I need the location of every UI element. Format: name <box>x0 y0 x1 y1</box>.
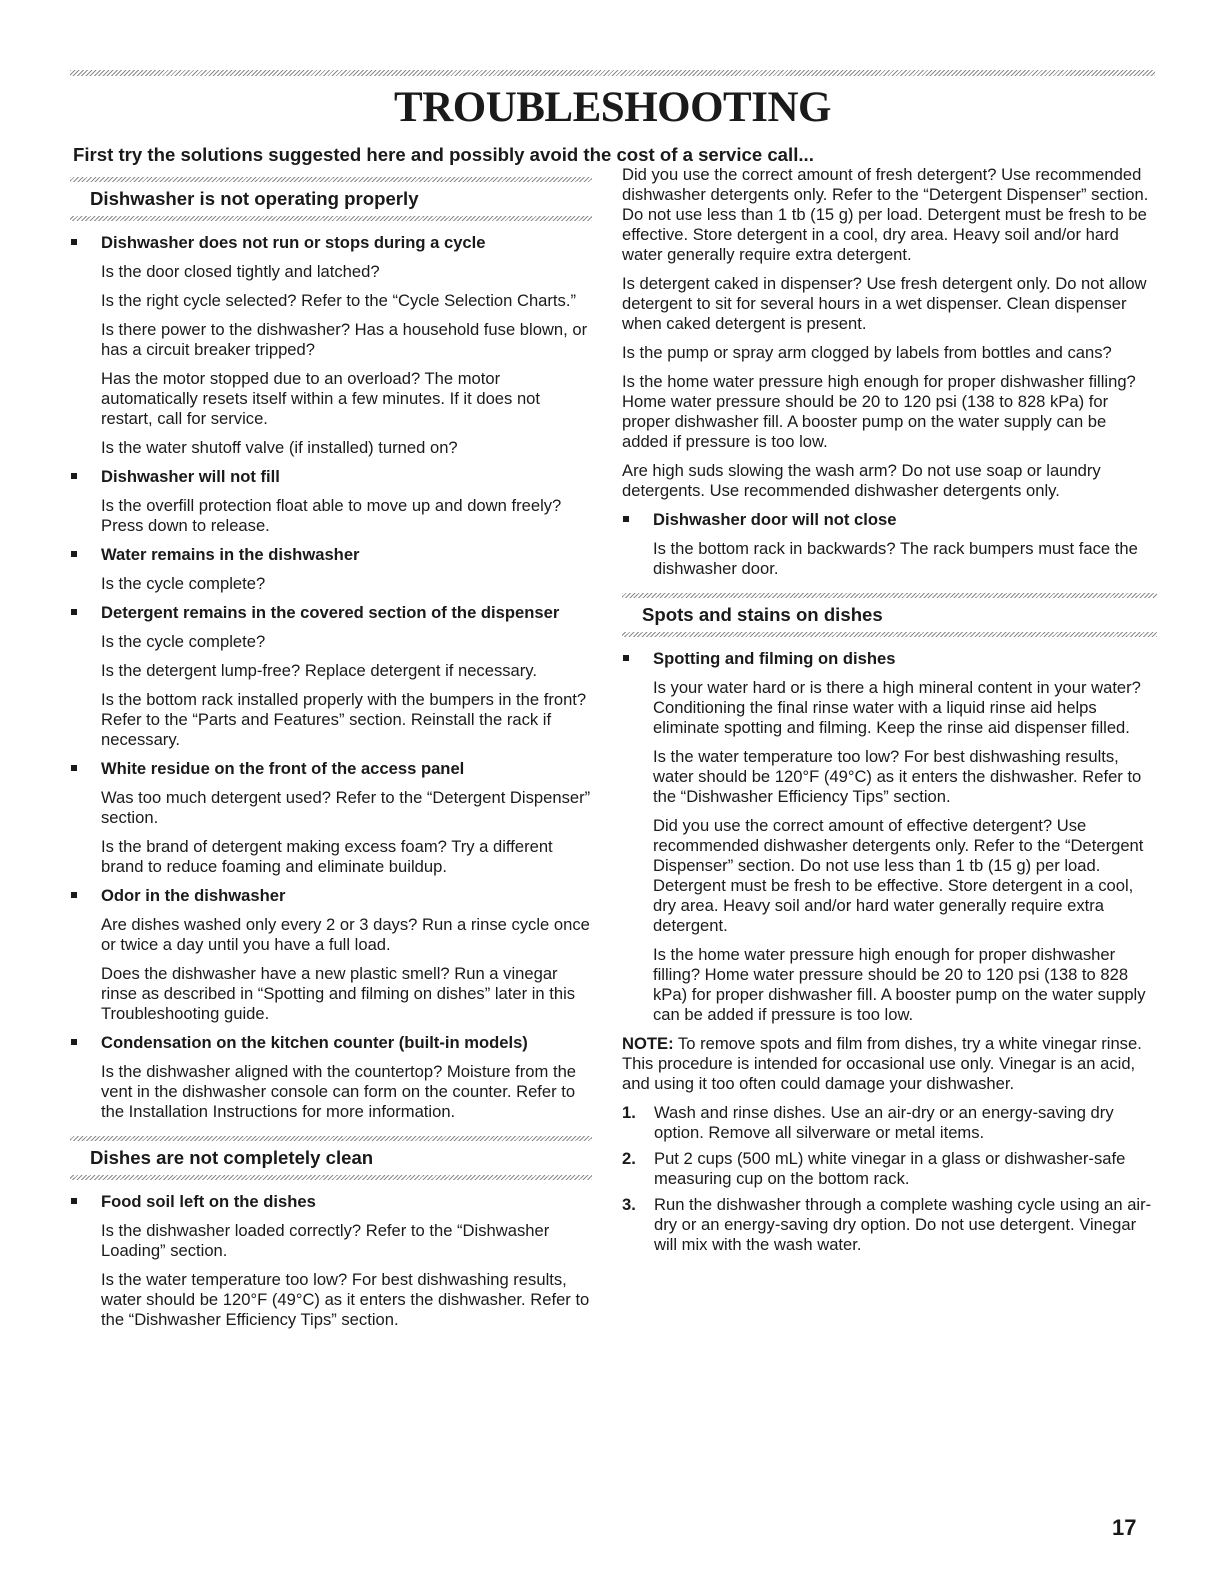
solution-text: Is there power to the dishwasher? Has a household fuse blown, or has a circuit breaker tripped? <box>101 320 588 359</box>
problem-item <box>70 603 592 750</box>
step-number: 3. <box>622 1195 636 1214</box>
solution-text: Does the dishwasher have a new plastic smell? Run a vinegar rinse as described in “Spotting and filming on dishes” later in this Troubleshooting guide. <box>101 964 576 1023</box>
problem-item <box>70 1033 592 1122</box>
bullet-icon <box>71 239 77 245</box>
solution-text: Is the detergent lump-free? Replace detergent if necessary. <box>101 661 537 680</box>
solution-text: Is detergent caked in dispenser? Use fresh detergent only. Do not allow detergent to sit for several hours in a wet dispenser. Clean dispenser when caked detergent is present. <box>622 274 1147 333</box>
intro-text: First try the solutions suggested here and possibly avoid the cost of a service call... <box>73 144 814 165</box>
bullet-icon <box>71 1039 77 1045</box>
solution-text: Are high suds slowing the wash arm? Do not use soap or laundry detergents. Use recommended dishwasher detergents only. <box>622 461 1101 500</box>
problem-item <box>622 510 1157 579</box>
page-number: 17 <box>1112 1515 1137 1540</box>
step-number: 1. <box>622 1103 636 1122</box>
section-header-spots: Spots and stains on dishes <box>642 604 883 625</box>
solution-text: Is the home water pressure high enough for proper dishwasher filling? Home water pressure should be 20 to 120 psi (138 to 828 kPa) for proper dishwasher fill. A booster pump on the water supply can be added if pressure is too low. <box>653 945 1146 1024</box>
problem-item <box>70 1192 592 1330</box>
step-text: Run the dishwasher through a complete washing cycle using an air-dry or an energy-saving dry option. Do not use detergent. Vinegar will mix with the wash water. <box>654 1195 1152 1254</box>
note-text: To remove spots and film from dishes, try a white vinegar rinse. This procedure is intended for occasional use only. Vinegar is an acid, and using it too often could damage your dishwasher. <box>622 1034 1142 1093</box>
note-label: NOTE: <box>622 1034 674 1053</box>
bullet-icon <box>71 551 77 557</box>
problem-title: Detergent remains in the covered section of the dispenser <box>101 603 560 622</box>
top-decorative-rule <box>70 70 1155 76</box>
problem-title: Dishwasher will not fill <box>101 467 280 486</box>
solution-text: Is the dishwasher loaded correctly? Refer to the “Dishwasher Loading” section. <box>101 1221 550 1260</box>
solution-text: Has the motor stopped due to an overload? The motor automatically resets itself within a few minutes. If it does not restart, call for service. <box>101 369 541 428</box>
solution-text: Is your water hard or is there a high mineral content in your water? Conditioning the final rinse water with a liquid rinse aid helps eliminate spotting and filming. Keep the rinse aid dispenser filled. <box>653 678 1141 737</box>
solution-text: Is the door closed tightly and latched? <box>101 262 380 281</box>
solution-text: Is the home water pressure high enough for proper dishwasher filling? Home water pressure should be 20 to 120 psi (138 to 828 kPa) for proper dishwasher fill. A booster pump on the water supply can be added if pressure is too low. <box>622 372 1136 451</box>
vinegar-rinse-steps <box>622 1103 1157 1255</box>
bullet-icon <box>71 892 77 898</box>
solution-text: Was too much detergent used? Refer to the “Detergent Dispenser” section. <box>101 788 591 827</box>
problem-item <box>622 649 1157 1025</box>
problem-title: Dishwasher door will not close <box>653 510 897 529</box>
bullet-icon <box>71 609 77 615</box>
problem-title: Food soil left on the dishes <box>101 1192 316 1211</box>
solution-text: Did you use the correct amount of fresh detergent? Use recommended dishwasher detergents only. Refer to the “Detergent Dispenser” section. Do not use less than 1 tb (15 g) per load. Detergent must be fresh to be effective. Store detergent in a cool, dry area. Heavy soil and/or hard water generally require extra detergent. <box>622 165 1149 264</box>
problem-title: Water remains in the dishwasher <box>101 545 360 564</box>
solution-text: Did you use the correct amount of effective detergent? Use recommended dishwasher detergents only. Refer to the “Detergent Dispenser” section. Do not use less than 1 tb (15 g) per load. Detergent must be fresh to be effective. Store detergent in a cool, dry area. Heavy soil and/or hard water generally require extra detergent. <box>653 816 1144 935</box>
step-item <box>622 1149 1157 1189</box>
problem-item <box>70 886 592 1024</box>
step-number: 2. <box>622 1149 636 1168</box>
step-item <box>622 1195 1157 1255</box>
step-text: Wash and rinse dishes. Use an air-dry or an energy-saving dry option. Remove all silverware or metal items. <box>654 1103 1114 1142</box>
bullet-icon <box>71 473 77 479</box>
right-column <box>622 165 1157 1261</box>
solution-text: Is the water temperature too low? For best dishwashing results, water should be 120°F (49°C) as it enters the dishwasher. Refer to the “Dishwasher Efficiency Tips” section. <box>653 747 1142 806</box>
solution-text: Is the brand of detergent making excess foam? Try a different brand to reduce foaming and eliminate buildup. <box>101 837 553 876</box>
left-column <box>70 165 592 1339</box>
problem-item <box>70 467 592 536</box>
section-header-not-clean: Dishes are not completely clean <box>90 1147 374 1168</box>
problem-title: Spotting and filming on dishes <box>653 649 896 668</box>
section-header-not-operating: Dishwasher is not operating properly <box>90 188 419 209</box>
problem-title: Dishwasher does not run or stops during a cycle <box>101 233 486 252</box>
bullet-icon <box>71 765 77 771</box>
bullet-icon <box>623 516 629 522</box>
note-paragraph <box>622 1034 1157 1094</box>
problem-title: Odor in the dishwasher <box>101 886 286 905</box>
problem-item <box>70 233 592 458</box>
solution-text: Is the bottom rack in backwards? The rack bumpers must face the dishwasher door. <box>653 539 1138 578</box>
solution-text: Is the cycle complete? <box>101 632 266 651</box>
problem-title: Condensation on the kitchen counter (built-in models) <box>101 1033 528 1052</box>
step-item <box>622 1103 1157 1143</box>
solution-text: Is the overfill protection float able to move up and down freely? Press down to release. <box>101 496 562 535</box>
solution-text: Is the cycle complete? <box>101 574 266 593</box>
page-title: TROUBLESHOOTING <box>394 84 831 131</box>
solution-text: Is the dishwasher aligned with the countertop? Moisture from the vent in the dishwasher console can form on the counter. Refer to the Installation Instructions for more information. <box>101 1062 577 1121</box>
step-text: Put 2 cups (500 mL) white vinegar in a glass or dishwasher-safe measuring cup on the bottom rack. <box>654 1149 1126 1188</box>
solution-text: Are dishes washed only every 2 or 3 days? Run a rinse cycle once or twice a day until you have a full load. <box>101 915 590 954</box>
bullet-icon <box>623 655 629 661</box>
bullet-icon <box>71 1198 77 1204</box>
solution-text: Is the water temperature too low? For best dishwashing results, water should be 120°F (49°C) as it enters the dishwasher. Refer to the “Dishwasher Efficiency Tips” section. <box>101 1270 590 1329</box>
problem-title: White residue on the front of the access panel <box>101 759 465 778</box>
solution-text: Is the pump or spray arm clogged by labels from bottles and cans? <box>622 343 1112 362</box>
problem-item <box>70 759 592 877</box>
solution-text: Is the water shutoff valve (if installed) turned on? <box>101 438 458 457</box>
solution-text: Is the bottom rack installed properly with the bumpers in the front? Refer to the “Parts and Features” section. Reinstall the rack if necessary. <box>101 690 587 749</box>
solution-text: Is the right cycle selected? Refer to the “Cycle Selection Charts.” <box>101 291 576 310</box>
problem-item <box>70 545 592 594</box>
